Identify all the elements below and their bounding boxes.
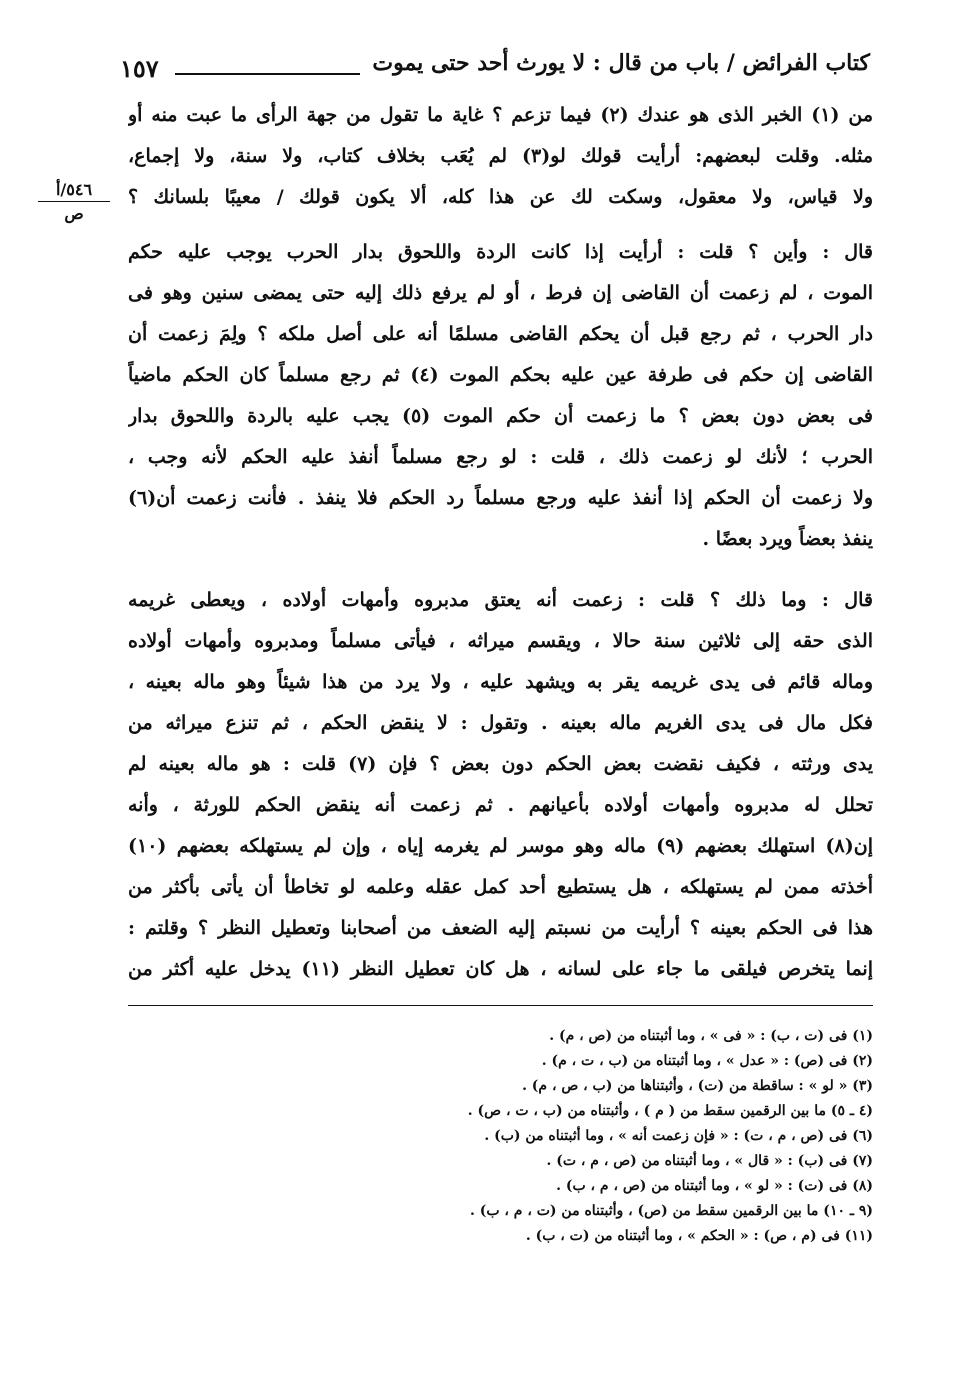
text-line: فى بعض دون بعض ؟ ما زعمت أن حكم الموت (٥) يجب عليه بالردة واللحوق بدار: [128, 405, 873, 427]
main-text: [128, 95, 873, 1004]
manuscript-folio-reference: [38, 180, 110, 223]
footnote: (١) فى (ت ، ب) : « فى » ، وما أثبتناه من (ص ، م) .: [549, 1028, 873, 1044]
folio-number: ٥٤٦/أ: [38, 180, 110, 202]
text-line: الموت ، لم زعمت أن القاضى إن فرط ، أو لم يرفع ذلك إليه حتى يمضى سنين وهو فى: [128, 282, 873, 304]
footnote: (٦) فى (ص ، م ، ت) : « فإن زعمت أنه » ، وما أثبتناه من (ب) .: [484, 1128, 873, 1144]
text-line: دار الحرب ، ثم رجع قبل أن يحكم القاضى مسلمًا أنه على أصل ملكه ؟ ولِمَ زعمت أن: [128, 323, 873, 345]
text-line: الحرب ؛ لأنك لو زعمت ذلك ، قلت : لو رجع مسلماً أنفذ عليه الحكم لأنه وجب ،: [128, 446, 873, 468]
text-line: ولا قياس، ولا معقول، وسكت لك عن هذا كله، ألا يكون قولك / معيبًا بلسانك ؟: [128, 186, 873, 208]
text-line: أخذته ممن لم يستهلكه ، هل يستطيع أحد كمل عقله وعلمه لو تخاطأ أن يأتى بأكثر من: [128, 876, 873, 898]
footnote: (٤ ـ ٥) ما بين الرقمين سقط من ( م ) ، وأثبتناه من (ب ، ت ، ص) .: [467, 1103, 873, 1119]
text-line: هذا فى الحكم بعينه ؟ أرأيت من نسبتم إليه الضعف من أصحابنا وتعطيل النظر ؟ وقلتم :: [128, 917, 873, 939]
text-line: إنما يتخرص فيلقى ما جاء على لسانه ، هل كان تعطيل النظر (١١) يدخل عليه أكثر من: [128, 958, 873, 980]
text-line: ينفذ بعضاً ويرد بعضًا .: [702, 528, 873, 550]
manuscript-code: ص: [64, 204, 84, 223]
text-line: إن(٨) استهلك بعضهم (٩) ماله وهو موسر لم يغرمه إياه ، وإن لم يستهلكه بعضهم (١٠): [128, 835, 873, 857]
paragraph: [128, 95, 873, 218]
text-line: ولا زعمت أن الحكم إذا أنفذ عليه ورجع مسلماً رد الحكم فلا ينفذ . فأنت زعمت أن(٦): [128, 487, 873, 509]
footnote: (٢) فى (ص) : « عدل » ، وما أثبتناه من (ب ، ت ، م) .: [541, 1053, 873, 1069]
text-line: مثله. وقلت لبعضهم: أرأيت قولك لو(٣) لم يُعَب بخلاف كتاب، ولا سنة، ولا إجماع،: [128, 145, 873, 167]
footnote: (٣) « لو » : ساقطة من (ت) ، وأثبتناها من (ب ، ص ، م) .: [522, 1078, 873, 1094]
header-rule: [175, 73, 360, 75]
text-line: تحلل له مدبروه وأمهات أولاده بأعيانهم . ثم زعمت أنه ينقض الحكم للورثة ، وأنه: [128, 794, 873, 816]
text-line: وماله قائم فى يدى غريمه يقر به ويشهد عليه ، ولا يرد من هذا شيئاً وهو ماله بعينه ،: [128, 671, 873, 693]
footnote: (١١) فى (م ، ص) : « الحكم » ، وما أثبتناه من (ت ، ب) .: [525, 1228, 873, 1244]
running-title: كتاب الفرائض / باب من قال : لا يورث أحد حتى يموت: [372, 50, 870, 76]
paragraph: [128, 580, 873, 990]
footnotes: [128, 1024, 873, 1249]
footnote: (٧) فى (ب) : « قال » ، وما أثبتناه من (ص ، م ، ت) .: [546, 1153, 873, 1169]
paragraph: [128, 232, 873, 560]
text-line: القاضى إن حكم فى طرفة عين عليه بحكم الموت (٤) ثم رجع مسلماً كان الحكم ماضياً: [128, 364, 873, 386]
text-line: قال : وما ذلك ؟ قلت : زعمت أنه يعتق مدبروه وأمهات أولاده ، ويعطى غريمه: [128, 589, 873, 611]
page-header: [120, 50, 870, 90]
footnote-separator: [128, 1005, 873, 1006]
text-line: يدى ورثته ، فكيف نقضت بعض الحكم دون بعض ؟ فإن (٧) قلت : هو ماله بعينه لم: [128, 753, 873, 775]
footnote: (٩ ـ ١٠) ما بين الرقمين سقط من (ص) ، وأثبتناه من (ت ، م ، ب) .: [469, 1203, 873, 1219]
footnote: (٨) فى (ت) : « لو » ، وما أثبتناه من (ص ، م ، ب) .: [556, 1178, 873, 1194]
text-line: الذى حقه إلى ثلاثين سنة حالا ، ويقسم ميراثه ، فيأتى مسلماً ومدبروه وأمهات أولاده: [128, 630, 873, 652]
text-line: قال : وأين ؟ قلت : أرأيت إذا كانت الردة واللحوق بدار الحرب يوجب عليه حكم: [128, 241, 873, 263]
page-number: ١٥٧: [120, 54, 159, 83]
text-line: فكل مال فى يدى الغريم ماله بعينه . وتقول : لا ينقض الحكم ، ثم تنزع ميراثه من: [128, 712, 873, 734]
text-line: من (١) الخبر الذى هو عندك (٢) فيما تزعم ؟ غاية ما تقول من جهة الرأى ما عبت منه أو: [128, 104, 873, 126]
